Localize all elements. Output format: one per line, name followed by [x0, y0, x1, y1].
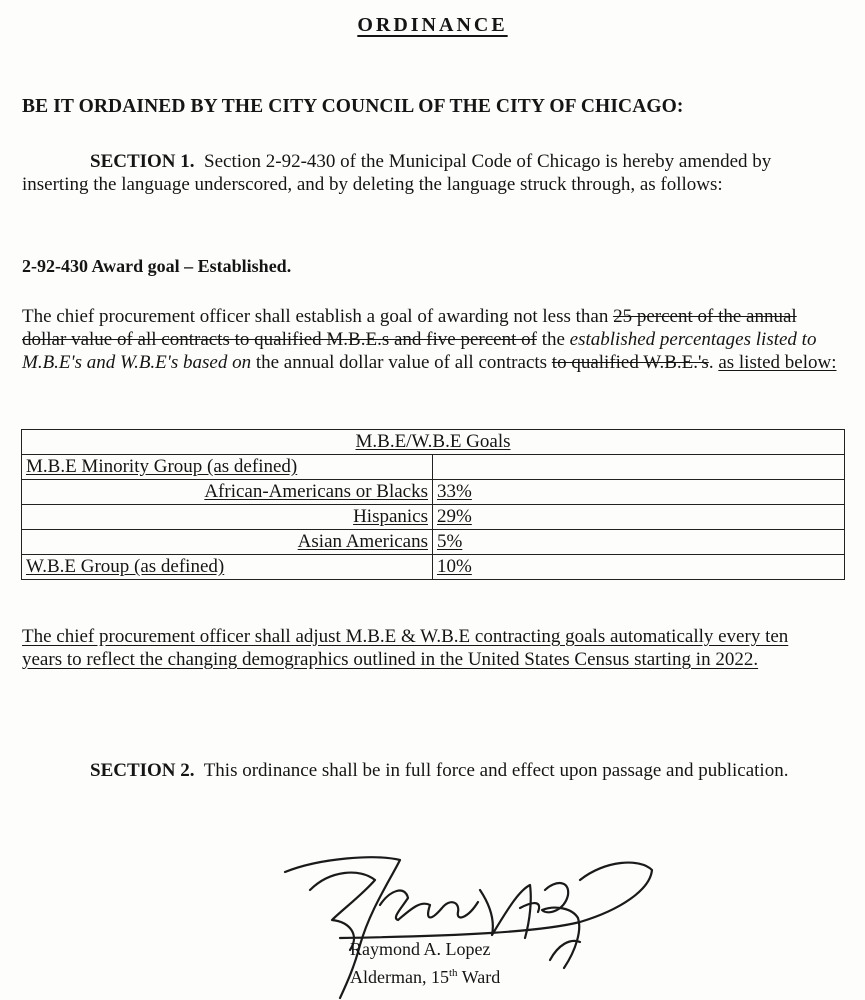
table-row	[22, 455, 845, 480]
wbe-label-cell: W.B.E Group (as defined)	[22, 555, 433, 580]
table-row	[22, 505, 845, 530]
signer-name: Raymond A. Lopez	[350, 939, 491, 959]
group-label-cell: African-Americans or Blacks	[22, 480, 433, 505]
section-2-paragraph	[22, 757, 842, 784]
table-row	[22, 480, 845, 505]
section-1-label: SECTION 1.	[90, 151, 195, 172]
table-row	[22, 530, 845, 555]
inserted-text-2: as listed below:	[718, 352, 837, 373]
goals-table	[21, 429, 845, 580]
section-2-text: This ordinance shall be in full force and effect upon passage and publication.	[203, 760, 789, 781]
empty-cell	[433, 455, 845, 480]
group-header-cell: M.B.E Minority Group (as defined)	[22, 455, 433, 480]
goal-percent-cell: 29%	[433, 505, 845, 530]
section-2-label: SECTION 2.	[90, 760, 195, 781]
deleted-text-1: 25 percent of the annual dollar value of all contracts to qualified M.B.E.s and five percent of	[22, 306, 797, 350]
goal-percent-cell: 10%	[433, 555, 845, 580]
award-goal-paragraph	[22, 305, 842, 374]
ordained-clause: BE IT ORDAINED BY THE CITY COUNCIL OF THE CITY OF CHICAGO:	[22, 96, 684, 117]
group-label-cell: Asian Americans	[22, 530, 433, 555]
body-text-1: The chief procurement officer shall establish a goal of awarding not less than	[22, 306, 609, 327]
group-label-cell: Hispanics	[22, 505, 433, 530]
section-1-text: Section 2-92-430 of the Municipal Code of Chicago is hereby amended by inserting the language underscored, and by deleting the language struck through, as follows:	[22, 151, 772, 195]
adjustment-paragraph: The chief procurement officer shall adjust M.B.E & W.B.E contracting goals automatically every ten years to reflect the changing demographics outlined in the United States Census starting in 2022.	[22, 626, 789, 670]
deleted-text-2: to qualified W.B.E.'s	[551, 352, 709, 373]
signer-block	[350, 937, 500, 989]
body-text-4: .	[708, 352, 714, 373]
table-title: M.B.E/W.B.E Goals	[22, 430, 845, 455]
table-row	[22, 555, 845, 580]
signer-title: Alderman, 15th Ward	[350, 967, 501, 987]
body-text-2: the	[541, 329, 565, 350]
goal-percent-cell: 5%	[433, 530, 845, 555]
body-text-3: the annual dollar value of all contracts	[255, 352, 548, 373]
document-title: ORDINANCE	[357, 14, 508, 36]
inserted-text-1: established percentages listed to M.B.E's and W.B.E's based on	[22, 329, 817, 373]
code-section-heading: 2-92-430 Award goal – Established.	[22, 256, 292, 276]
goal-percent-cell: 33%	[433, 480, 845, 505]
section-1-paragraph	[22, 150, 842, 196]
table-title-row	[22, 430, 845, 455]
